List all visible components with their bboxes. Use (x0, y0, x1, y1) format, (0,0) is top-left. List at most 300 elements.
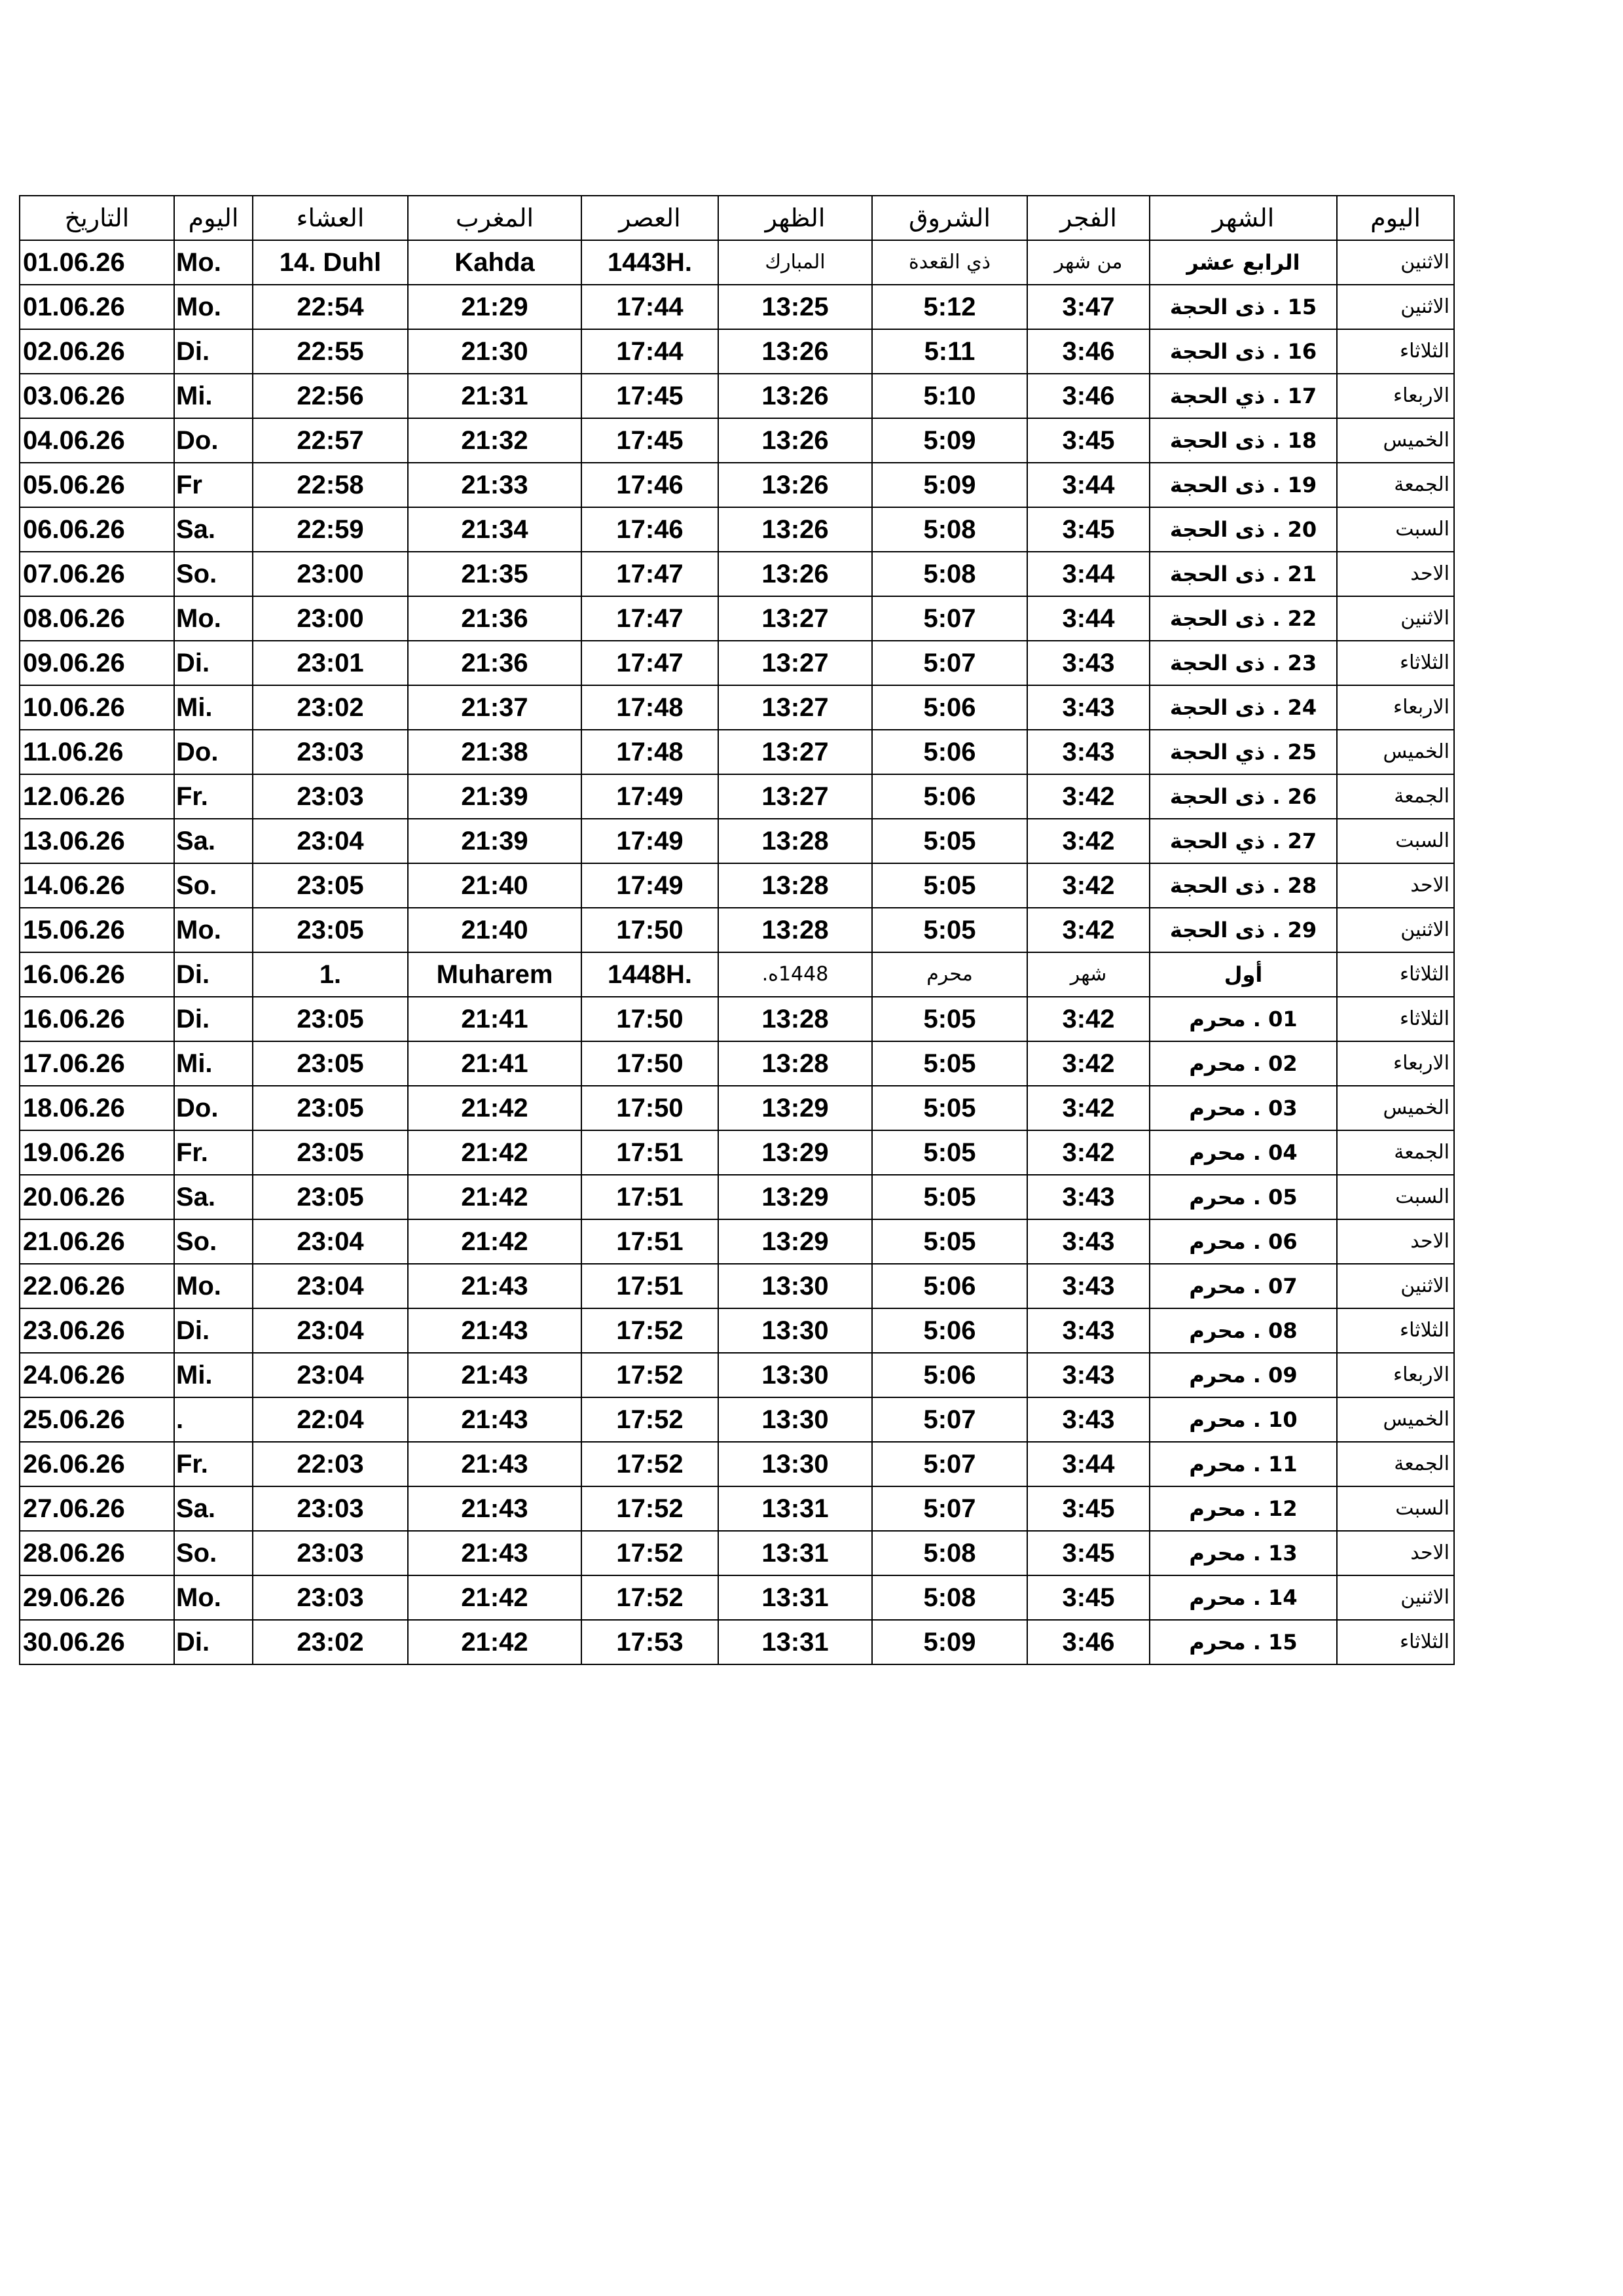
cell-dhuhr: 13:27 (718, 730, 872, 774)
cell-asr: 17:50 (581, 1086, 718, 1130)
table-row (20, 1442, 1454, 1486)
cell-dhuhr: 1448ه. (718, 952, 872, 997)
cell-day-arabic: السبت (1337, 819, 1454, 863)
cell-isha: 23:05 (253, 908, 408, 952)
cell-sunrise: 5:08 (872, 507, 1027, 552)
cell-dhuhr: 13:31 (718, 1486, 872, 1531)
cell-date: 03.06.26 (20, 374, 174, 418)
cell-sunrise: 5:05 (872, 863, 1027, 908)
cell-maghrib: 21:40 (408, 908, 581, 952)
cell-fajr: 3:46 (1027, 329, 1150, 374)
header-asr: العصر (581, 196, 718, 240)
cell-isha: 23:04 (253, 1353, 408, 1397)
table-row (20, 285, 1454, 329)
cell-asr: 17:51 (581, 1175, 718, 1219)
cell-dhuhr: 13:27 (718, 596, 872, 641)
cell-date: 05.06.26 (20, 463, 174, 507)
cell-fajr: 3:46 (1027, 374, 1150, 418)
cell-dhuhr: 13:29 (718, 1175, 872, 1219)
cell-fajr: 3:42 (1027, 1086, 1150, 1130)
table-row (20, 863, 1454, 908)
table-row (20, 507, 1454, 552)
cell-hijri-month: 23 . ذى الحجة (1150, 641, 1337, 685)
cell-maghrib: 21:32 (408, 418, 581, 463)
cell-hijri-month: 29 . ذى الحجة (1150, 908, 1337, 952)
table-row (20, 329, 1454, 374)
table-row (20, 1486, 1454, 1531)
cell-weekday: Mi. (174, 1353, 253, 1397)
cell-date: 23.06.26 (20, 1308, 174, 1353)
cell-fajr: 3:43 (1027, 1264, 1150, 1308)
cell-maghrib: 21:30 (408, 329, 581, 374)
cell-hijri-month: 11 . محرم (1150, 1442, 1337, 1486)
cell-sunrise: 5:05 (872, 1086, 1027, 1130)
cell-sunrise: 5:06 (872, 774, 1027, 819)
cell-fajr: 3:42 (1027, 863, 1150, 908)
cell-day-arabic: الاحد (1337, 552, 1454, 596)
cell-dhuhr: 13:27 (718, 774, 872, 819)
cell-day-arabic: الثلاثاء (1337, 1620, 1454, 1664)
cell-dhuhr: 13:31 (718, 1575, 872, 1620)
cell-weekday: Fr (174, 463, 253, 507)
cell-dhuhr: 13:30 (718, 1264, 872, 1308)
header-sunrise: الشروق (872, 196, 1027, 240)
cell-hijri-month: 04 . محرم (1150, 1130, 1337, 1175)
table-row (20, 374, 1454, 418)
cell-sunrise: 5:07 (872, 1397, 1027, 1442)
cell-day-arabic: الاثنين (1337, 596, 1454, 641)
cell-weekday: . (174, 1397, 253, 1442)
cell-dhuhr: 13:26 (718, 329, 872, 374)
cell-asr: 17:52 (581, 1531, 718, 1575)
cell-asr: 17:51 (581, 1264, 718, 1308)
cell-hijri-month: 15 . ذى الحجة (1150, 285, 1337, 329)
cell-fajr: 3:43 (1027, 1397, 1150, 1442)
table-row (20, 685, 1454, 730)
cell-asr: 17:46 (581, 507, 718, 552)
cell-sunrise: 5:11 (872, 329, 1027, 374)
cell-dhuhr: 13:28 (718, 908, 872, 952)
cell-sunrise: 5:09 (872, 418, 1027, 463)
cell-asr: 17:48 (581, 685, 718, 730)
cell-isha: 22:59 (253, 507, 408, 552)
cell-isha: 23:00 (253, 552, 408, 596)
cell-day-arabic: الجمعة (1337, 1130, 1454, 1175)
cell-isha: 23:05 (253, 997, 408, 1041)
cell-weekday: Mo. (174, 1264, 253, 1308)
prayer-times-table (19, 195, 1455, 1665)
cell-isha: 23:01 (253, 641, 408, 685)
cell-dhuhr: 13:25 (718, 285, 872, 329)
cell-fajr: 3:42 (1027, 908, 1150, 952)
cell-dhuhr: 13:28 (718, 819, 872, 863)
cell-maghrib: 21:42 (408, 1086, 581, 1130)
cell-fajr: 3:45 (1027, 1486, 1150, 1531)
cell-weekday: Do. (174, 418, 253, 463)
cell-dhuhr: 13:31 (718, 1531, 872, 1575)
cell-hijri-month: 02 . محرم (1150, 1041, 1337, 1086)
cell-day-arabic: السبت (1337, 507, 1454, 552)
cell-dhuhr: 13:29 (718, 1219, 872, 1264)
cell-isha: 22:58 (253, 463, 408, 507)
cell-asr: 17:47 (581, 596, 718, 641)
cell-hijri-month: الرابع عشر (1150, 240, 1337, 285)
cell-day-arabic: الثلاثاء (1337, 641, 1454, 685)
cell-maghrib: Kahda (408, 240, 581, 285)
cell-date: 25.06.26 (20, 1397, 174, 1442)
table-row (20, 240, 1454, 285)
cell-date: 17.06.26 (20, 1041, 174, 1086)
cell-hijri-month: 12 . محرم (1150, 1486, 1337, 1531)
cell-asr: 17:50 (581, 1041, 718, 1086)
table-row (20, 641, 1454, 685)
cell-sunrise: 5:07 (872, 1486, 1027, 1531)
cell-maghrib: 21:41 (408, 997, 581, 1041)
cell-hijri-month: 06 . محرم (1150, 1219, 1337, 1264)
cell-maghrib: 21:35 (408, 552, 581, 596)
header-fajr: الفجر (1027, 196, 1150, 240)
cell-weekday: So. (174, 863, 253, 908)
cell-dhuhr: 13:28 (718, 1041, 872, 1086)
cell-maghrib: 21:34 (408, 507, 581, 552)
cell-date: 18.06.26 (20, 1086, 174, 1130)
cell-weekday: Fr. (174, 774, 253, 819)
table-row (20, 1041, 1454, 1086)
cell-fajr: 3:45 (1027, 1531, 1150, 1575)
cell-asr: 17:52 (581, 1353, 718, 1397)
table-row (20, 1175, 1454, 1219)
cell-weekday: Di. (174, 641, 253, 685)
cell-fajr: 3:45 (1027, 418, 1150, 463)
cell-sunrise: 5:05 (872, 997, 1027, 1041)
cell-day-arabic: الثلاثاء (1337, 1308, 1454, 1353)
cell-asr: 17:44 (581, 329, 718, 374)
cell-weekday: Di. (174, 952, 253, 997)
cell-weekday: Sa. (174, 507, 253, 552)
cell-sunrise: 5:08 (872, 552, 1027, 596)
cell-date: 02.06.26 (20, 329, 174, 374)
cell-weekday: So. (174, 1531, 253, 1575)
cell-isha: 23:03 (253, 730, 408, 774)
cell-date: 01.06.26 (20, 285, 174, 329)
cell-isha: 22:54 (253, 285, 408, 329)
cell-day-arabic: الجمعة (1337, 774, 1454, 819)
cell-dhuhr: 13:26 (718, 552, 872, 596)
cell-weekday: Do. (174, 730, 253, 774)
cell-dhuhr: 13:30 (718, 1308, 872, 1353)
cell-isha: 23:05 (253, 1130, 408, 1175)
cell-hijri-month: 09 . محرم (1150, 1353, 1337, 1397)
cell-hijri-month: 20 . ذى الحجة (1150, 507, 1337, 552)
cell-isha: 23:05 (253, 1086, 408, 1130)
cell-maghrib: 21:39 (408, 774, 581, 819)
cell-dhuhr: 13:30 (718, 1397, 872, 1442)
cell-hijri-month: 15 . محرم (1150, 1620, 1337, 1664)
cell-sunrise: 5:05 (872, 908, 1027, 952)
cell-fajr: 3:44 (1027, 463, 1150, 507)
cell-weekday: Do. (174, 1086, 253, 1130)
cell-date: 11.06.26 (20, 730, 174, 774)
cell-hijri-month: 22 . ذى الحجة (1150, 596, 1337, 641)
cell-asr: 17:49 (581, 819, 718, 863)
cell-maghrib: 21:43 (408, 1486, 581, 1531)
cell-day-arabic: الثلاثاء (1337, 997, 1454, 1041)
cell-dhuhr: 13:26 (718, 374, 872, 418)
cell-asr: 17:47 (581, 552, 718, 596)
cell-isha: 22:57 (253, 418, 408, 463)
cell-date: 20.06.26 (20, 1175, 174, 1219)
cell-day-arabic: الخميس (1337, 1086, 1454, 1130)
cell-maghrib: 21:39 (408, 819, 581, 863)
cell-date: 06.06.26 (20, 507, 174, 552)
cell-isha: 23:04 (253, 819, 408, 863)
cell-asr: 17:52 (581, 1308, 718, 1353)
cell-weekday: Mo. (174, 596, 253, 641)
cell-dhuhr: 13:26 (718, 463, 872, 507)
cell-date: 21.06.26 (20, 1219, 174, 1264)
cell-day-arabic: الخميس (1337, 730, 1454, 774)
cell-isha: 1. (253, 952, 408, 997)
cell-maghrib: 21:43 (408, 1308, 581, 1353)
cell-hijri-month: 01 . محرم (1150, 997, 1337, 1041)
cell-isha: 23:04 (253, 1264, 408, 1308)
cell-fajr: شهر (1027, 952, 1150, 997)
cell-asr: 17:53 (581, 1620, 718, 1664)
cell-date: 30.06.26 (20, 1620, 174, 1664)
cell-date: 24.06.26 (20, 1353, 174, 1397)
header-day-arabic: اليوم (1337, 196, 1454, 240)
cell-isha: 23:02 (253, 685, 408, 730)
cell-isha: 23:05 (253, 863, 408, 908)
cell-asr: 17:52 (581, 1486, 718, 1531)
cell-date: 14.06.26 (20, 863, 174, 908)
table-row (20, 1308, 1454, 1353)
cell-day-arabic: الخميس (1337, 1397, 1454, 1442)
cell-fajr: 3:45 (1027, 1575, 1150, 1620)
cell-maghrib: 21:29 (408, 285, 581, 329)
cell-sunrise: 5:12 (872, 285, 1027, 329)
cell-isha: 23:00 (253, 596, 408, 641)
cell-day-arabic: الثلاثاء (1337, 952, 1454, 997)
cell-maghrib: 21:43 (408, 1397, 581, 1442)
cell-day-arabic: السبت (1337, 1486, 1454, 1531)
table-row (20, 730, 1454, 774)
cell-day-arabic: الاثنين (1337, 1264, 1454, 1308)
table-row (20, 997, 1454, 1041)
cell-dhuhr: 13:31 (718, 1620, 872, 1664)
table-row (20, 908, 1454, 952)
cell-dhuhr: 13:26 (718, 507, 872, 552)
cell-weekday: Mo. (174, 285, 253, 329)
cell-maghrib: 21:36 (408, 596, 581, 641)
cell-asr: 17:50 (581, 997, 718, 1041)
cell-maghrib: 21:41 (408, 1041, 581, 1086)
table-row (20, 1531, 1454, 1575)
cell-asr: 17:50 (581, 908, 718, 952)
cell-asr: 17:49 (581, 774, 718, 819)
cell-isha: 23:03 (253, 1486, 408, 1531)
cell-asr: 17:51 (581, 1219, 718, 1264)
cell-sunrise: 5:09 (872, 1620, 1027, 1664)
cell-hijri-month: 24 . ذى الحجة (1150, 685, 1337, 730)
table-row (20, 819, 1454, 863)
table-row (20, 552, 1454, 596)
table-row (20, 1397, 1454, 1442)
cell-dhuhr: 13:27 (718, 641, 872, 685)
cell-sunrise: 5:06 (872, 1353, 1027, 1397)
cell-maghrib: 21:42 (408, 1175, 581, 1219)
header-dhuhr: الظهر (718, 196, 872, 240)
cell-date: 27.06.26 (20, 1486, 174, 1531)
cell-sunrise: 5:05 (872, 819, 1027, 863)
cell-day-arabic: الاربعاء (1337, 1041, 1454, 1086)
cell-sunrise: ذي القعدة (872, 240, 1027, 285)
cell-day-arabic: الاثنين (1337, 240, 1454, 285)
cell-maghrib: 21:33 (408, 463, 581, 507)
cell-sunrise: 5:06 (872, 685, 1027, 730)
cell-sunrise: محرم (872, 952, 1027, 997)
cell-maghrib: 21:36 (408, 641, 581, 685)
cell-sunrise: 5:07 (872, 1442, 1027, 1486)
table-header-row (20, 196, 1454, 240)
cell-weekday: Mi. (174, 1041, 253, 1086)
cell-isha: 23:04 (253, 1219, 408, 1264)
cell-fajr: 3:42 (1027, 1041, 1150, 1086)
cell-hijri-month: 07 . محرم (1150, 1264, 1337, 1308)
cell-date: 12.06.26 (20, 774, 174, 819)
cell-fajr: 3:44 (1027, 552, 1150, 596)
cell-hijri-month: 05 . محرم (1150, 1175, 1337, 1219)
cell-hijri-month: 21 . ذى الحجة (1150, 552, 1337, 596)
cell-isha: 22:03 (253, 1442, 408, 1486)
cell-isha: 23:02 (253, 1620, 408, 1664)
cell-maghrib: 21:38 (408, 730, 581, 774)
cell-weekday: Di. (174, 1308, 253, 1353)
cell-asr: 17:44 (581, 285, 718, 329)
cell-fajr: 3:44 (1027, 596, 1150, 641)
cell-dhuhr: 13:29 (718, 1130, 872, 1175)
cell-hijri-month: 25 . ذي الحجة (1150, 730, 1337, 774)
cell-date: 29.06.26 (20, 1575, 174, 1620)
cell-date: 10.06.26 (20, 685, 174, 730)
cell-dhuhr: 13:28 (718, 863, 872, 908)
cell-isha: 23:05 (253, 1175, 408, 1219)
cell-maghrib: 21:43 (408, 1442, 581, 1486)
cell-day-arabic: الاثنين (1337, 285, 1454, 329)
cell-hijri-month: 13 . محرم (1150, 1531, 1337, 1575)
cell-maghrib: 21:42 (408, 1130, 581, 1175)
table-row (20, 1130, 1454, 1175)
table-row (20, 1620, 1454, 1664)
cell-maghrib: 21:43 (408, 1264, 581, 1308)
cell-weekday: Di. (174, 1620, 253, 1664)
cell-dhuhr: 13:28 (718, 997, 872, 1041)
cell-maghrib: 21:43 (408, 1353, 581, 1397)
cell-day-arabic: الاربعاء (1337, 374, 1454, 418)
cell-fajr: 3:42 (1027, 819, 1150, 863)
cell-weekday: Mo. (174, 1575, 253, 1620)
cell-hijri-month: 28 . ذى الحجة (1150, 863, 1337, 908)
table-row (20, 1219, 1454, 1264)
cell-sunrise: 5:07 (872, 596, 1027, 641)
cell-date: 01.06.26 (20, 240, 174, 285)
table-row (20, 774, 1454, 819)
cell-sunrise: 5:06 (872, 1264, 1027, 1308)
cell-weekday: Di. (174, 997, 253, 1041)
cell-maghrib: 21:40 (408, 863, 581, 908)
cell-asr: 17:45 (581, 374, 718, 418)
cell-weekday: Mi. (174, 685, 253, 730)
cell-day-arabic: الاحد (1337, 1531, 1454, 1575)
cell-day-arabic: الجمعة (1337, 463, 1454, 507)
cell-day-arabic: الثلاثاء (1337, 329, 1454, 374)
cell-isha: 23:03 (253, 1575, 408, 1620)
cell-asr: 17:52 (581, 1575, 718, 1620)
cell-day-arabic: الاحد (1337, 863, 1454, 908)
cell-asr: 1448H. (581, 952, 718, 997)
header-isha: العشاء (253, 196, 408, 240)
header-weekday: اليوم (174, 196, 253, 240)
cell-weekday: Sa. (174, 819, 253, 863)
cell-hijri-month: 03 . محرم (1150, 1086, 1337, 1130)
cell-asr: 17:49 (581, 863, 718, 908)
cell-fajr: 3:43 (1027, 641, 1150, 685)
cell-isha: 23:04 (253, 1308, 408, 1353)
cell-asr: 17:45 (581, 418, 718, 463)
cell-asr: 17:51 (581, 1130, 718, 1175)
cell-date: 19.06.26 (20, 1130, 174, 1175)
cell-date: 15.06.26 (20, 908, 174, 952)
cell-day-arabic: الاربعاء (1337, 685, 1454, 730)
cell-isha: 23:03 (253, 774, 408, 819)
cell-dhuhr: 13:30 (718, 1442, 872, 1486)
cell-day-arabic: السبت (1337, 1175, 1454, 1219)
cell-weekday: Sa. (174, 1175, 253, 1219)
cell-hijri-month: 27 . ذي الحجة (1150, 819, 1337, 863)
table-row (20, 1086, 1454, 1130)
cell-date: 26.06.26 (20, 1442, 174, 1486)
cell-sunrise: 5:10 (872, 374, 1027, 418)
cell-date: 16.06.26 (20, 952, 174, 997)
table-body (20, 240, 1454, 1664)
cell-maghrib: 21:31 (408, 374, 581, 418)
cell-sunrise: 5:08 (872, 1575, 1027, 1620)
cell-isha: 22:56 (253, 374, 408, 418)
cell-weekday: Fr. (174, 1130, 253, 1175)
header-hijri-month: الشهر (1150, 196, 1337, 240)
cell-hijri-month: 19 . ذى الحجة (1150, 463, 1337, 507)
table-row (20, 1575, 1454, 1620)
table-row (20, 596, 1454, 641)
cell-fajr: 3:47 (1027, 285, 1150, 329)
cell-day-arabic: الخميس (1337, 418, 1454, 463)
cell-day-arabic: الاحد (1337, 1219, 1454, 1264)
cell-hijri-month: 18 . ذى الحجة (1150, 418, 1337, 463)
cell-weekday: Mo. (174, 240, 253, 285)
cell-fajr: 3:45 (1027, 507, 1150, 552)
cell-fajr: 3:44 (1027, 1442, 1150, 1486)
cell-isha: 23:03 (253, 1531, 408, 1575)
table-row (20, 463, 1454, 507)
cell-dhuhr: 13:30 (718, 1353, 872, 1397)
cell-weekday: Mi. (174, 374, 253, 418)
table-row (20, 952, 1454, 997)
cell-date: 13.06.26 (20, 819, 174, 863)
cell-dhuhr: 13:27 (718, 685, 872, 730)
cell-sunrise: 5:05 (872, 1175, 1027, 1219)
cell-fajr: 3:43 (1027, 1175, 1150, 1219)
cell-fajr: 3:42 (1027, 1130, 1150, 1175)
